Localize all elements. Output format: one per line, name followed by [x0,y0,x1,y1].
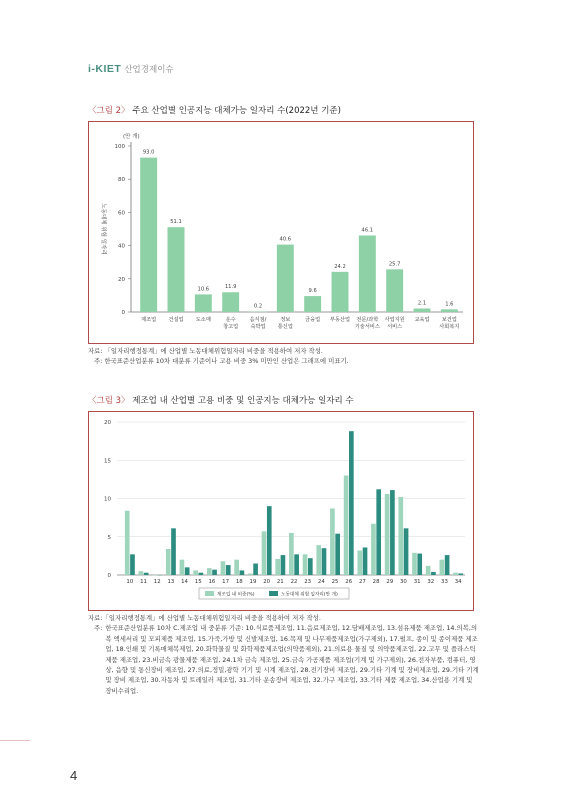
fig2-y-tick-label: 60 [118,210,125,217]
fig3-bar-series1 [398,497,403,575]
fig3-legend-swatch [205,591,214,596]
figure2-title [88,104,341,116]
fig3-bar-series2 [199,573,204,575]
fig2-y-axis-label: 노동대체 위험 일자리 [100,203,106,255]
fig3-bar-series2 [349,431,354,575]
fig3-category-label: 30 [400,579,407,585]
kiet-logo: i-KIET [88,63,122,75]
fig3-category-label: 14 [181,579,188,585]
fig2-category-label: 서비스 [387,324,403,330]
fig2-bar [441,309,458,312]
fig3-bar-series1 [426,566,431,575]
fig2-category-label: 운수 [225,317,236,323]
fig3-bar-series2 [130,554,135,575]
figure2-label: 〈그림 2〉 [88,106,130,116]
footer-rule [0,740,30,741]
fig3-y-tick-label: 10 [104,496,111,503]
fig3-category-label: 16 [208,579,216,585]
fig3-bar-series2 [212,570,217,575]
fig3-bar-series1 [193,570,198,575]
figure3-title-text: 제조업 내 산업별 고용 비중 및 인공지능 대체가능 일자리 수 [132,396,354,406]
fig3-bar-series1 [371,524,376,575]
figure3-frame [88,411,474,611]
fig2-category-label: 사업지원 [384,317,405,323]
fig2-bar [359,235,376,312]
fig2-category-label: 교육업 [414,317,430,323]
fig3-bar-series2 [445,555,450,575]
figure3-source-label: 자료: [88,614,103,622]
fig2-bar [414,309,431,312]
fig3-bar-series2 [431,572,436,575]
fig3-bar-series1 [453,573,458,575]
fig3-bar-series2 [417,554,422,575]
fig2-value-label: 93.0 [142,149,155,156]
figure2-frame [88,121,474,344]
figure2-notes [88,346,480,367]
fig3-category-label: 32 [427,579,435,585]
fig3-category-label: 29 [386,579,394,585]
fig3-category-label: 11 [140,579,147,585]
fig3-category-label: 15 [194,579,202,585]
header-subtitle: 산업경제이슈 [124,65,174,75]
fig2-category-label: 금융업 [305,317,321,323]
fig2-bar [195,294,212,312]
fig2-category-label: 제조업 [141,317,157,323]
fig3-category-label: 33 [441,579,448,585]
fig2-bar [140,158,157,312]
fig3-bar-series2 [322,548,327,575]
fig2-y-tick-label: 100 [114,144,125,150]
fig3-bar-series1 [166,549,171,575]
fig2-value-label: 10.6 [197,286,210,293]
fig2-value-label: 1.6 [445,301,454,308]
fig3-bar-series2 [335,534,340,575]
fig2-bar [168,227,185,312]
fig3-category-label: 28 [372,579,380,585]
fig2-category-label: 기술서비스 [354,324,380,330]
fig2-bar [304,296,321,312]
fig3-category-label: 10 [126,579,134,585]
figure2-note: 주: 한국표준산업분류 10차 대분류 기준이나 고용 비중 3% 미만인 산업은 그래프에 미표기. [94,357,349,366]
fig3-bar-series1 [440,560,445,575]
fig3-bar-series1 [344,476,349,575]
fig3-bar-series1 [316,545,321,575]
page-header [88,63,174,75]
fig3-category-label: 26 [345,579,353,585]
fig3-bar-series1 [303,554,308,575]
fig3-category-label: 13 [167,579,175,585]
fig2-bar [332,272,349,312]
fig2-y-tick-label: 0 [121,310,125,316]
fig2-value-label: 51.1 [170,219,182,226]
fig3-bar-series1 [180,560,185,575]
fig3-bar-series2 [240,570,245,575]
fig2-category-label: 통신업 [277,324,293,330]
fig2-category-label: 숙박업 [250,324,266,330]
fig3-category-label: 31 [413,579,421,585]
fig2-value-label: 9.6 [308,288,317,295]
fig2-bar [222,292,239,312]
fig2-value-label: 24.2 [334,263,346,270]
fig3-bar-series1 [275,559,280,575]
figure3-chart [89,412,473,610]
fig2-category-label: 도소매 [195,317,211,323]
fig3-bar-series2 [253,564,258,575]
page-number: 4 [70,768,78,783]
fig3-bar-series2 [458,573,463,575]
fig3-bar-series2 [294,554,299,575]
fig2-value-label: 0.2 [253,303,263,310]
fig3-category-label: 19 [249,579,257,585]
fig3-bar-series1 [262,531,267,575]
fig3-category-label: 17 [222,579,230,585]
fig3-y-tick-label: 5 [107,534,111,541]
figure3-title [88,394,354,406]
fig3-category-label: 23 [304,579,312,585]
fig3-bar-series2 [144,573,149,575]
fig3-bar-series1 [330,508,335,575]
fig3-bar-series2 [267,506,272,575]
fig3-category-label: 18 [235,579,243,585]
figure3-notes [88,613,480,696]
fig2-value-label: 46.1 [361,227,374,234]
figure3-source [88,613,480,623]
fig3-bar-series2 [390,490,395,575]
fig3-y-tick-label: 20 [104,420,111,426]
fig3-bar-series2 [171,528,176,575]
fig3-category-label: 34 [454,579,462,585]
fig3-bar-series1 [125,511,130,575]
fig3-bar-series1 [234,560,239,575]
fig2-y-tick-label: 20 [118,276,125,283]
fig2-category-label: 사회복지 [439,324,460,330]
fig3-bar-series2 [404,528,409,575]
figure3-label: 〈그림 3〉 [88,396,130,406]
fig3-legend-label: 노동대체 위험 일자리(만 개) [281,592,338,598]
figure2-source: 자료: 「일자리행정통계」에 산업별 노동대체위험일자리 비중을 적용하여 저자 작성. [88,347,323,355]
fig3-category-label: 20 [263,579,271,585]
fig2-category-label: 보건업 [441,317,457,323]
fig3-category-label: 27 [358,579,366,585]
figure2-title-text: 주요 산업별 인공지능 대체가능 일자리 수(2022년 기준) [132,106,341,116]
figure3-note-text: 한국표준산업분류 10차 C.제조업 내 중분류 기준: 10.식료품제조업, 11.음료제조업, 12.담배제조업, 13.섬유제품 제조업, 14.의복,의복 액세서리 및 모피제품 제조업, 15.가죽,가방 및 신발제조업, 16.목재 및 나무제품제조업(가구제외), 17.펄프, 종이 및 종이제품 제조업, 18.인쇄 및 기록매체복제업, 20.화학물질 및 화학제품제조업(의약품제외), 21.의료용 물질 및 의약품제조업, 22.고무 및 플라스틱제품 제조업, 23.비금속 광물제품 제조업, 24.1차 금속 제조업, 25.금속 가공제품 제조업(기계 및 가구제외), 26.전자부품, 컴퓨터, 영상, 음향 및 통신장비 제조업, 27.의료,정밀,광학 기기 및 시계 제조업, 28.전기장비 제조업, 29.기타 기계 및 장비제조업, 29.기타 기계 및 장비 제조업, 30.자동차 및 트레일러 제조업, 31.기타 운송장비 제조업, 32.가구 제조업, 33.기타 제품 제조업, 34.산업용 기계 및 장비수리업. [105,624,479,695]
fig3-bar-series2 [281,555,286,575]
fig2-bar [386,269,403,312]
fig3-y-tick-label: 15 [104,458,111,465]
fig3-bar-series2 [185,567,190,575]
fig3-bar-series2 [226,565,231,575]
fig3-bar-series1 [207,568,212,575]
fig3-legend-swatch [269,591,278,596]
fig3-bar-series2 [363,547,368,575]
figure3-source-text: 「일자리행정통계」에 산업별 노동대체위험일자리 비중을 적용하여 저자 작성. [102,614,321,622]
fig2-bar [277,245,294,312]
figure2-chart [89,122,473,343]
fig3-category-label: 12 [153,579,161,585]
fig3-category-label: 21 [276,579,284,585]
fig3-bar-series2 [376,489,381,575]
fig2-value-label: 11.9 [224,284,237,291]
fig3-bar-series1 [221,561,226,575]
fig3-legend-label: 제조업 내 비중(%) [217,592,255,598]
fig2-value-label: 25.7 [388,261,401,268]
figure3-note [88,623,480,696]
fig3-category-label: 25 [331,579,339,585]
fig2-unit-label: (만 개) [123,134,140,140]
fig3-bar-series1 [248,573,253,575]
fig2-category-label: 창고업 [223,324,239,330]
fig2-value-label: 2.1 [417,300,427,307]
fig3-bar-series1 [357,551,362,575]
fig3-bar-series1 [412,553,417,575]
fig3-bar-series2 [308,558,313,575]
fig3-category-label: 22 [290,579,298,585]
fig3-category-label: 24 [317,579,325,585]
fig2-category-label: 정보 [280,317,291,323]
fig2-category-label: 건설업 [168,317,184,323]
figure3-note-label: 주: [94,624,103,633]
fig3-bar-series1 [139,571,144,575]
fig2-value-label: 40.6 [279,236,292,243]
fig3-y-tick-label: 0 [107,573,111,579]
fig2-y-tick-label: 40 [118,243,125,250]
fig2-category-label: 음식점/ [249,317,267,323]
fig3-bar-series1 [385,494,390,575]
fig2-category-label: 부동산업 [329,317,351,323]
fig2-category-label: 전문/과학 [356,317,379,323]
fig3-bar-series1 [289,533,294,575]
fig2-y-tick-label: 80 [118,177,125,184]
